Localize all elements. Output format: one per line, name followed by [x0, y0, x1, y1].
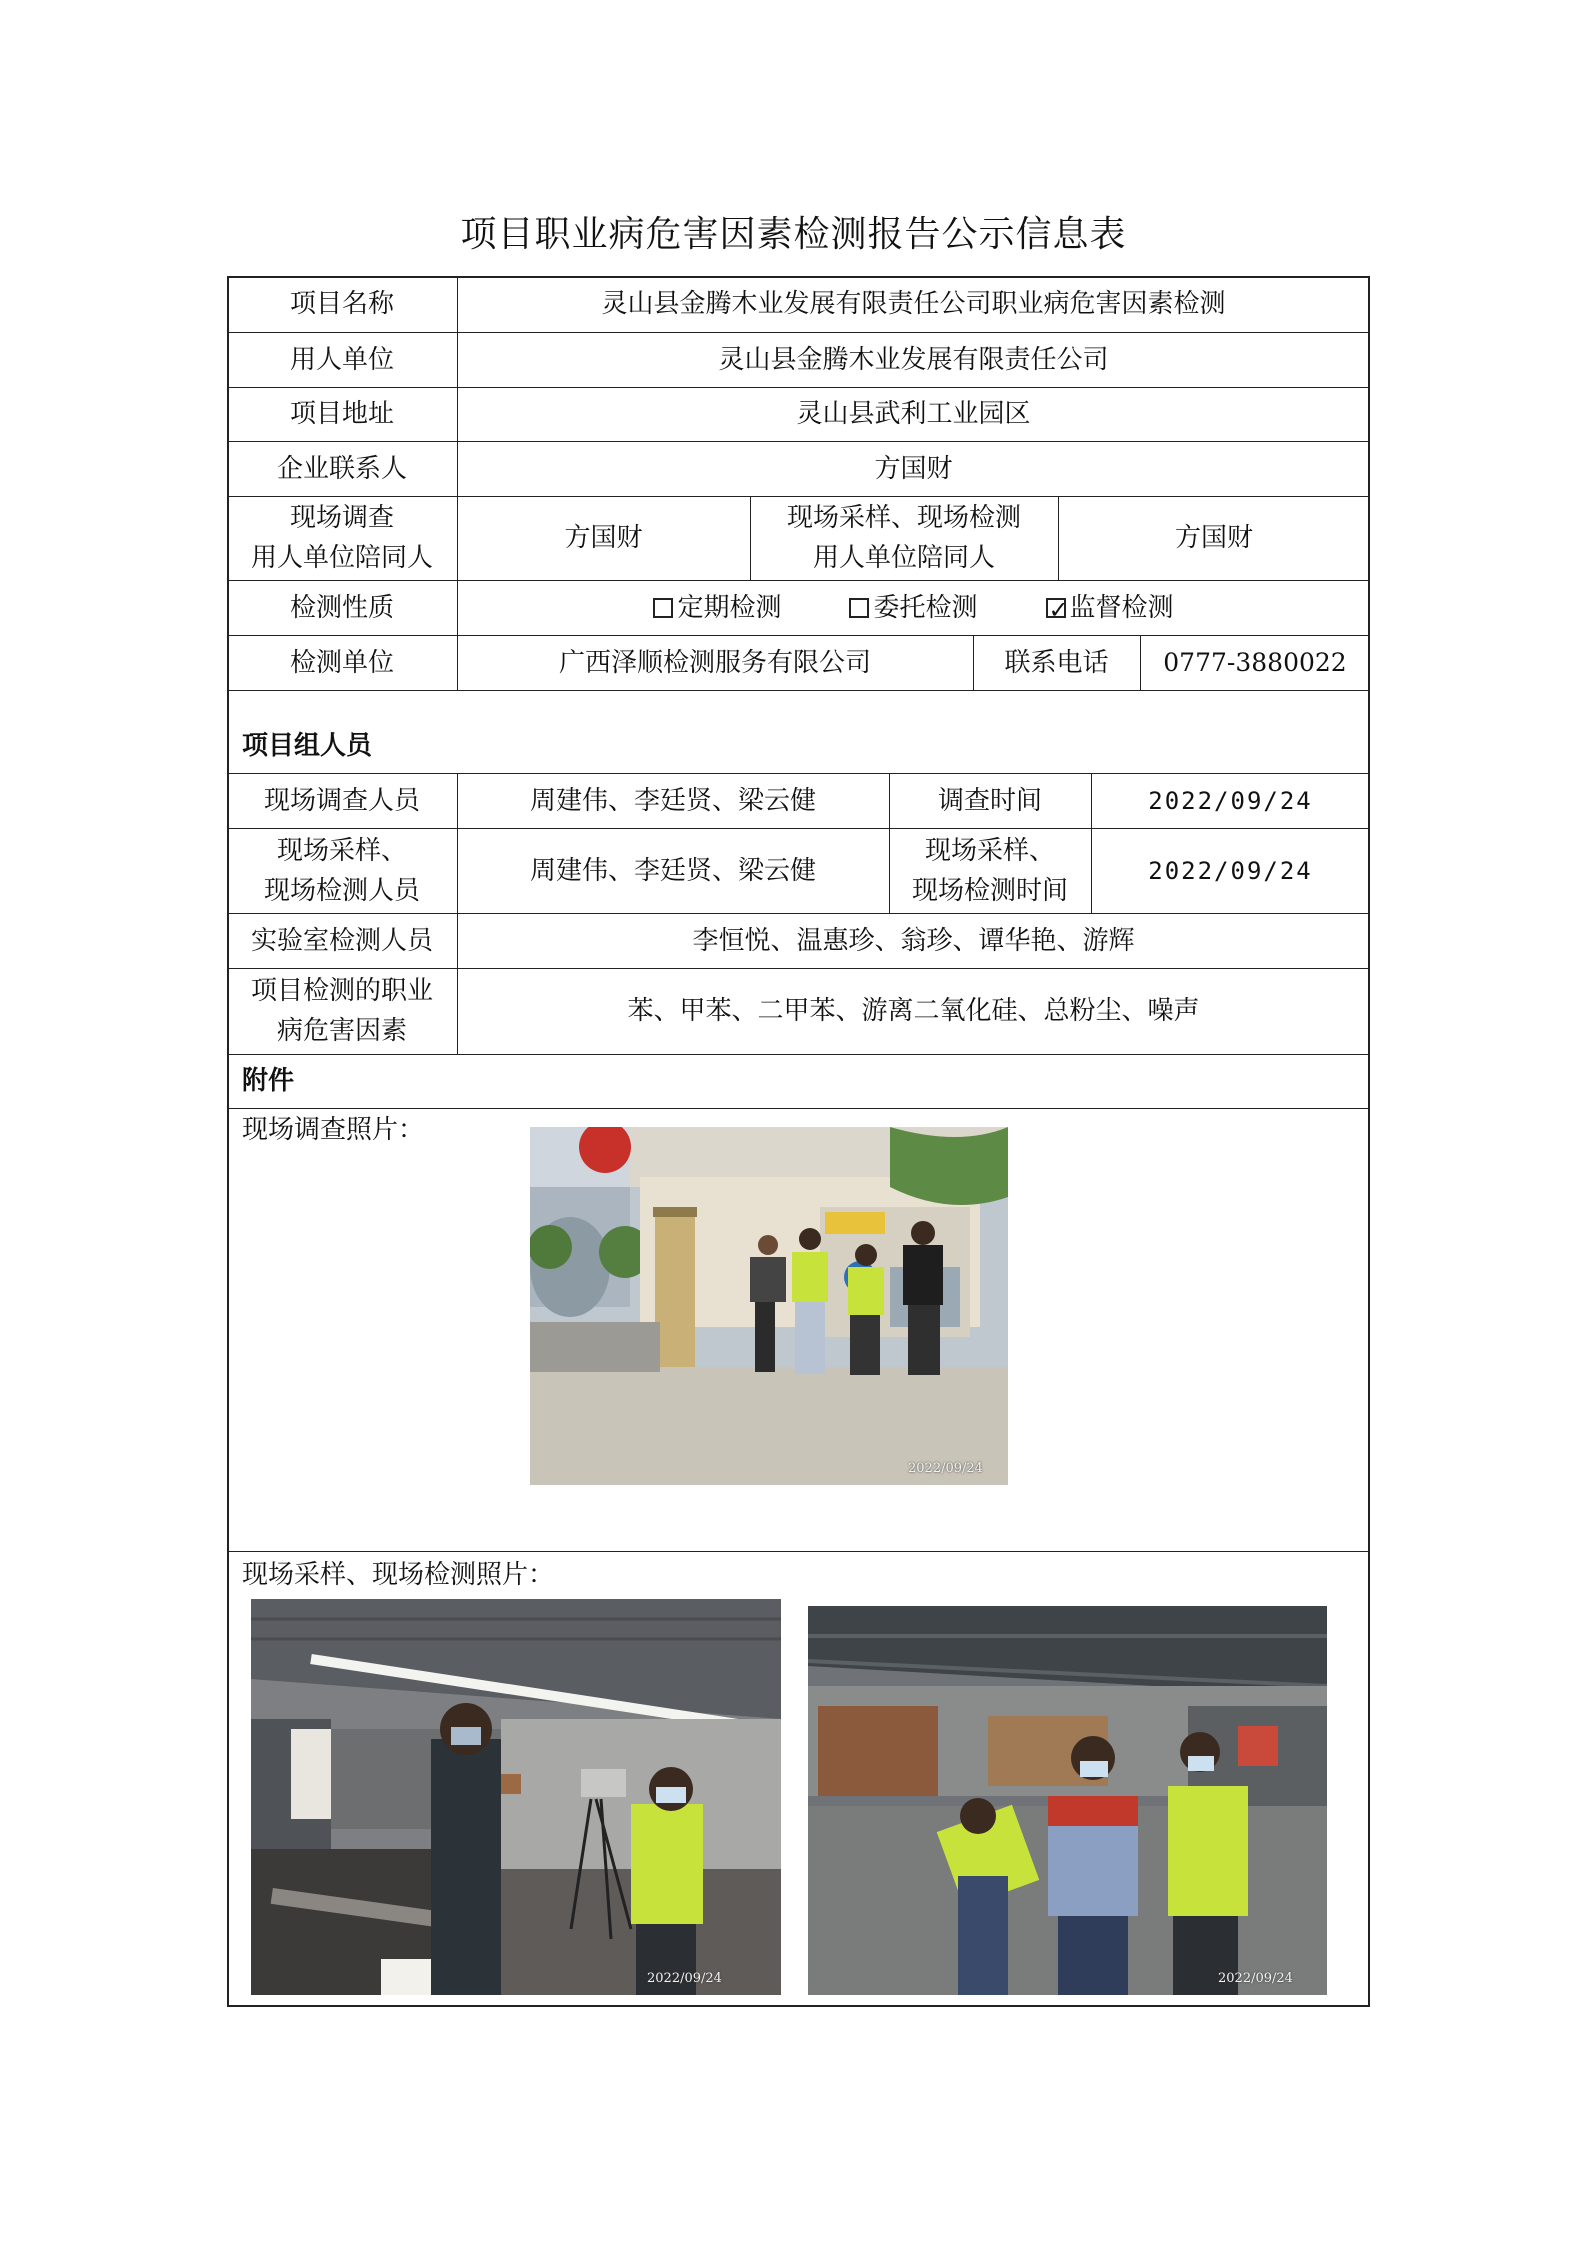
sampling-photo-2: [808, 1606, 1327, 1995]
survey-companion-value: 方国财: [564, 523, 643, 553]
sampling-time-value: 2022/09/24: [1148, 856, 1313, 885]
sampling-companion-value: 方国财: [1174, 523, 1253, 553]
factors-label-line2: 病危害因素: [276, 1016, 407, 1046]
employer-value: 灵山县金腾木业发展有限责任公司: [718, 344, 1109, 375]
sampling-staff-label: [227, 828, 457, 913]
sampling-companion-label: [750, 496, 1058, 580]
contact-label: 企业联系人: [276, 453, 407, 484]
checkbox-icon: [849, 598, 869, 618]
factors-value: 苯、甲苯、二甲苯、游离二氧化硅、总粉尘、噪声: [627, 996, 1200, 1026]
factors-label: [227, 968, 457, 1054]
phone-label: 联系电话: [1004, 647, 1109, 678]
contact-value: 方国财: [874, 453, 953, 484]
sampling-photo-1-date-stamp: 2022/09/24: [647, 1971, 722, 1986]
address-label: 项目地址: [289, 399, 394, 429]
nature-options: [457, 580, 1370, 635]
sampling-photo-1: [251, 1599, 781, 1995]
sampling-companion-label-line2: 用人单位陪同人: [812, 543, 995, 573]
sampling-staff-value: 周建伟、李廷贤、梁云健: [529, 855, 816, 886]
nature-option-commissioned: [849, 588, 977, 628]
sampling-time-label: [889, 828, 1091, 913]
survey-staff-label: 现场调查人员: [263, 785, 420, 816]
lab-staff-value: 李恒悦、温惠珍、翁珍、谭华艳、游辉: [692, 925, 1135, 956]
survey-photo: [530, 1127, 1008, 1485]
survey-staff-value: 周建伟、李廷贤、梁云健: [529, 785, 816, 816]
employer-label: 用人单位: [289, 344, 394, 375]
sampling-companion-label-line1: 现场采样、现场检测: [786, 503, 1021, 533]
nature-label: 检测性质: [289, 592, 394, 623]
nature-option-supervisory-label: 监督检测: [1069, 592, 1174, 623]
checkbox-icon: [653, 598, 673, 618]
phone-value: 0777-3880022: [1163, 647, 1347, 677]
sampling-photo-2-date-stamp: 2022/09/24: [1218, 1971, 1293, 1986]
survey-time-label: 调查时间: [937, 785, 1042, 816]
address-value: 灵山县武利工业园区: [796, 399, 1031, 429]
factors-label-line1: 项目检测的职业: [250, 976, 433, 1006]
lab-staff-label: 实验室检测人员: [250, 925, 433, 956]
survey-photo-label: 现场调查照片：: [242, 1115, 425, 1145]
project-name-label: 项目名称: [289, 289, 394, 319]
agency-value: 广西泽顺检测服务有限公司: [558, 647, 871, 678]
page-title: 项目职业病危害因素检测报告公示信息表: [460, 214, 1127, 255]
survey-companion-label-line1: 现场调查: [289, 503, 394, 533]
sampling-photo-label: 现场采样、现场检测照片：: [242, 1560, 555, 1590]
agency-label: 检测单位: [289, 647, 394, 678]
survey-photo-date-stamp: 2022/09/24: [908, 1461, 983, 1476]
nature-option-periodic: [653, 588, 781, 628]
sampling-staff-label-line2: 现场检测人员: [263, 875, 420, 906]
survey-companion-label: [227, 496, 457, 580]
checked-checkbox-icon: [1046, 598, 1066, 618]
sampling-time-label-line1: 现场采样、: [924, 835, 1055, 866]
nature-option-commissioned-label: 委托检测: [873, 592, 978, 623]
sampling-staff-label-line1: 现场采样、: [276, 835, 407, 866]
survey-time-value: 2022/09/24: [1148, 786, 1313, 815]
sampling-time-label-line2: 现场检测时间: [911, 875, 1068, 906]
nature-option-periodic-label: 定期检测: [677, 592, 782, 623]
team-section-heading: 项目组人员: [242, 730, 373, 761]
nature-option-supervisory: [1046, 588, 1174, 628]
survey-companion-label-line2: 用人单位陪同人: [250, 543, 433, 573]
project-name-value: 灵山县金腾木业发展有限责任公司职业病危害因素检测: [601, 289, 1226, 319]
attachments-section-heading: 附件: [242, 1066, 295, 1096]
